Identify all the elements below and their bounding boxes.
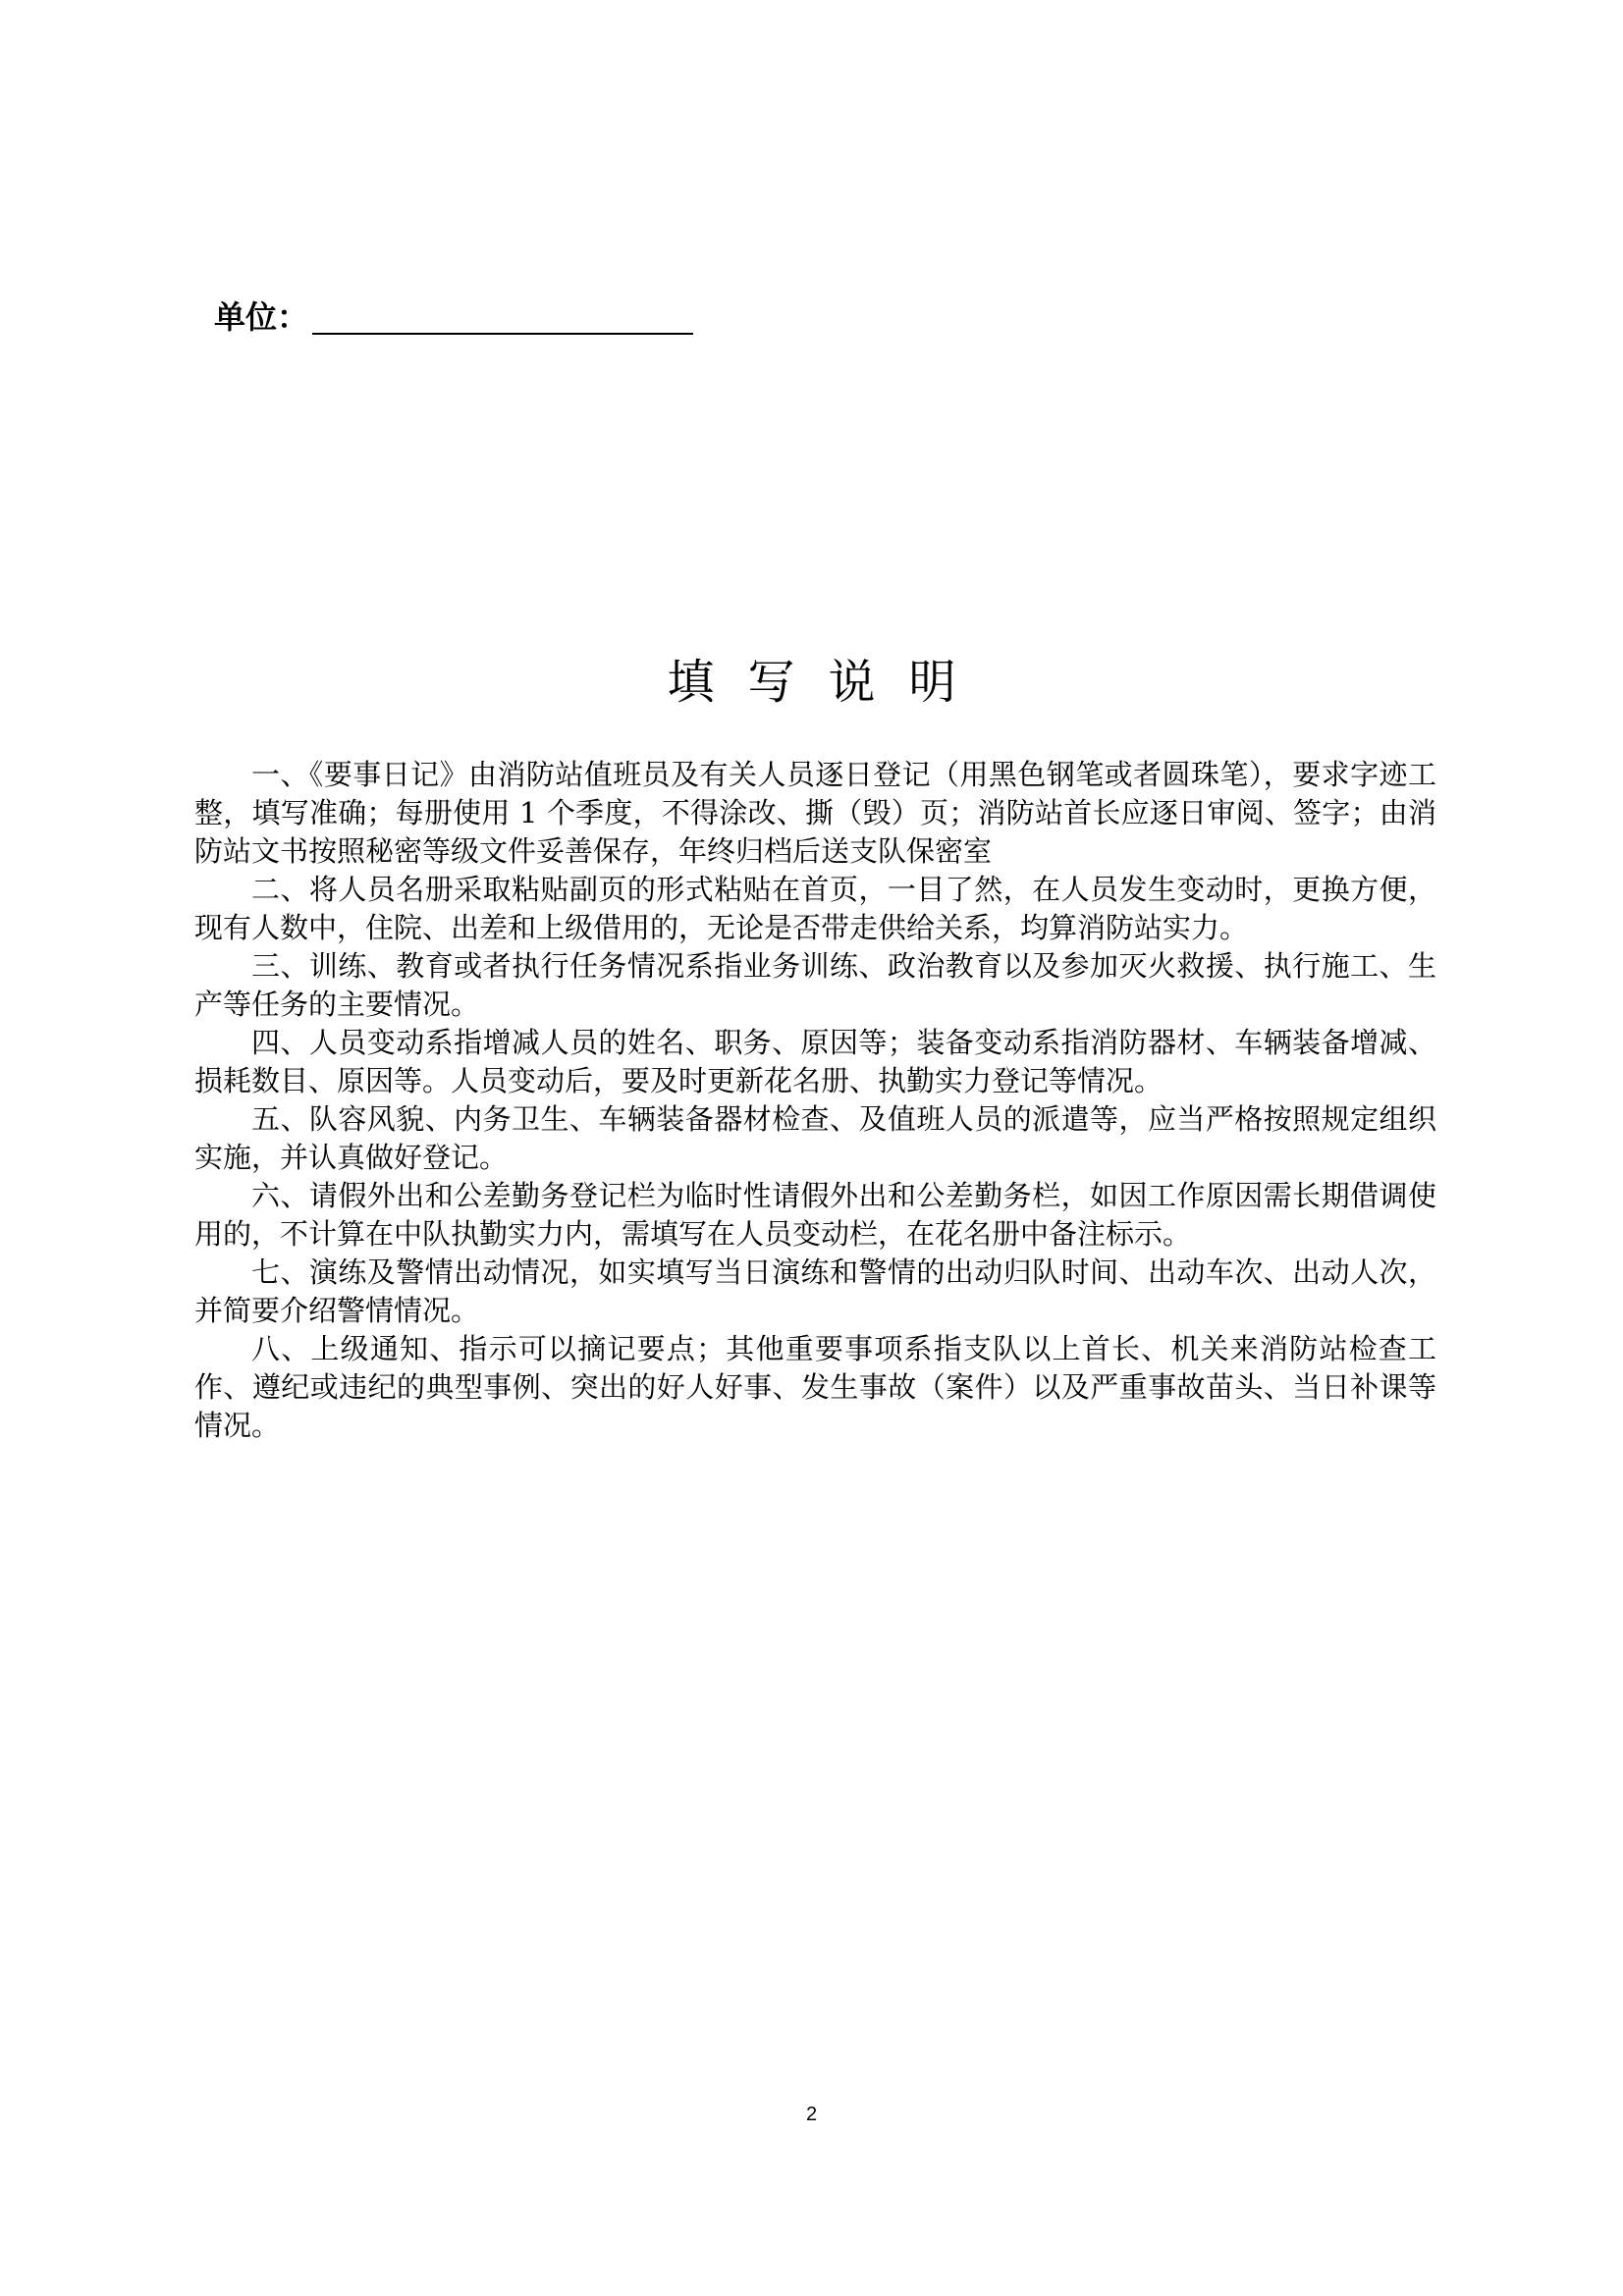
instruction-paragraph-8: 八、上级通知、指示可以摘记要点；其他重要事项系指支队以上首长、机关来消防站检查工作、遵纪或违纪的典型事例、突出的好人好事、发生事故（案件）以及严重事故苗头、当日补课等情况。 — [194, 1332, 1436, 1442]
instruction-paragraph-7: 七、演练及警情出动情况，如实填写当日演练和警情的出动归队时间、出动车次、出动人次，并简要介绍警情情况。 — [194, 1255, 1436, 1327]
instruction-paragraph-4: 四、人员变动系指增减人员的姓名、职务、原因等；装备变动系指消防器材、车辆装备增减、损耗数目、原因等。人员变动后，要及时更新花名册、执勤实力登记等情况。 — [194, 1026, 1436, 1097]
instruction-paragraph-1: 一、《要事日记》由消防站值班员及有关人员逐日登记（用黑色钢笔或者圆珠笔），要求字迹工整，填写准确；每册使用 1 个季度，不得涂改、撕（毁）页；消防站首长应逐日审阅、签字；由消防站文书按照秘密等级文件妥善保存，年终归档后送支队保密室 — [194, 758, 1436, 868]
instruction-paragraph-2: 二、将人员名册采取粘贴副页的形式粘贴在首页，一目了然，在人员发生变动时，更换方便，现有人数中，住院、出差和上级借用的，无论是否带走供给关系，均算消防站实力。 — [194, 873, 1436, 944]
unit-label: 单位： — [214, 298, 309, 336]
instructions-section — [194, 756, 1436, 1445]
page-title: 填写说明 — [667, 655, 990, 710]
unit-blank-line — [312, 303, 693, 335]
instruction-paragraph-3: 三、训练、教育或者执行任务情况系指业务训练、政治教育以及参加灭火救援、执行施工、生产等任务的主要情况。 — [194, 949, 1436, 1021]
instruction-paragraph-6: 六、请假外出和公差勤务登记栏为临时性请假外出和公差勤务栏，如因工作原因需长期借调使用的，不计算在中队执勤实力内，需填写在人员变动栏，在花名册中备注标示。 — [194, 1179, 1436, 1251]
unit-field — [214, 297, 693, 337]
instruction-paragraph-5: 五、队容风貌、内务卫生、车辆装备器材检查、及值班人员的派遣等，应当严格按照规定组织实施，并认真做好登记。 — [194, 1102, 1436, 1174]
page-number: 2 — [805, 2104, 818, 2125]
